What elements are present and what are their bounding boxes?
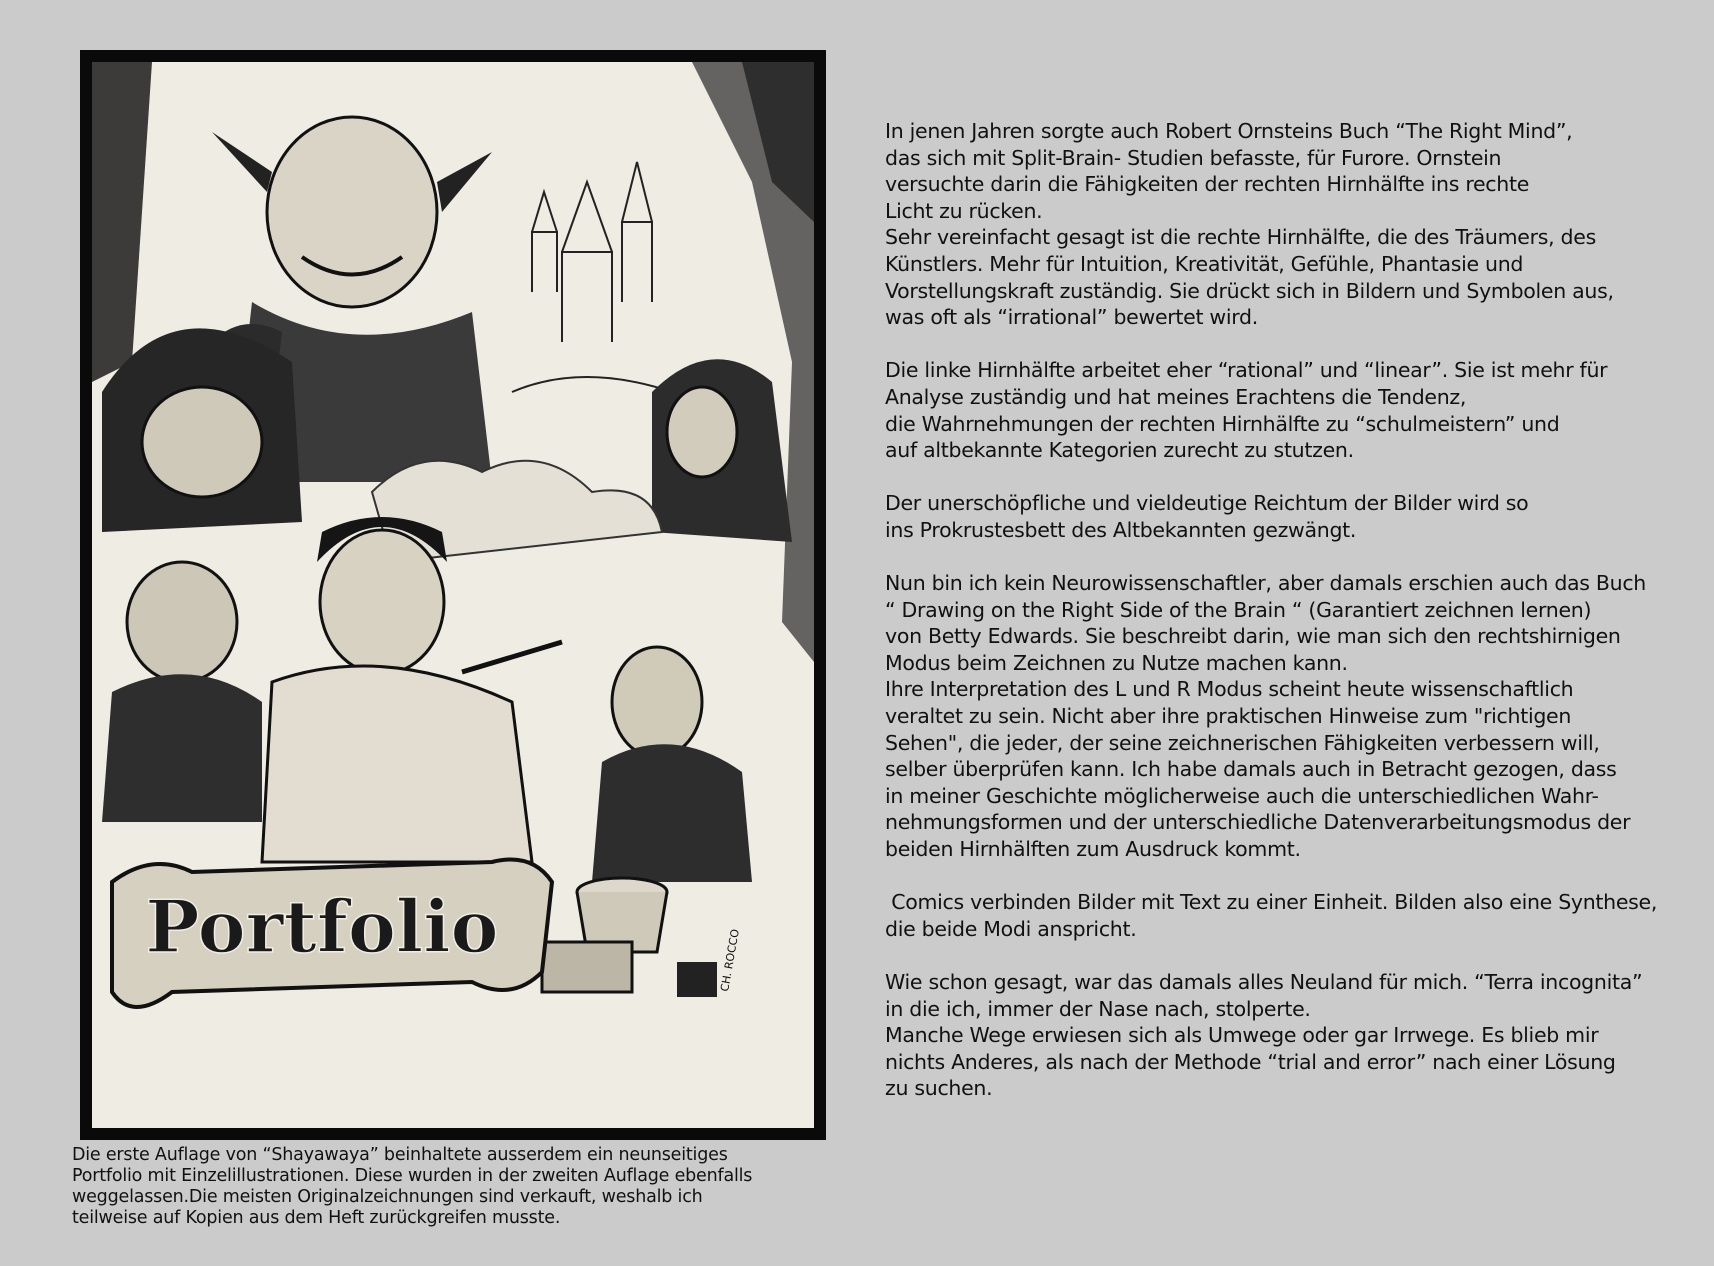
portfolio-lettering: Portfolio — [145, 884, 499, 969]
text-line: selber überprüfen kann. Ich habe damals auch in Betracht gezogen, dass — [885, 757, 1617, 782]
paragraph-left-brain — [885, 357, 1685, 463]
text-line: in meiner Geschichte möglicherweise auch die unterschiedlichen Wahr- — [885, 783, 1599, 808]
text-line: von Betty Edwards. Sie beschreibt darin, wie man sich den rechtshirnigen — [885, 624, 1621, 649]
text-line: in die ich, immer der Nase nach, stolperte. — [885, 996, 1311, 1021]
illustration-drawing — [92, 62, 814, 1128]
hooded-figure-left — [102, 328, 302, 532]
text-line: Der unerschöpfliche und vieldeutige Reichtum der Bilder wird so — [885, 491, 1529, 516]
text-line: zu suchen. — [885, 1076, 993, 1101]
caption-line: weggelassen.Die meisten Originalzeichnungen sind verkauft, weshalb ich — [72, 1187, 703, 1207]
text-line: veraltet zu sein. Nicht aber ihre praktischen Hinweise zum "richtigen — [885, 704, 1572, 729]
portfolio-illustration — [80, 50, 826, 1140]
text-line: was oft als “irrational” bewertet wird. — [885, 305, 1258, 330]
text-line: In jenen Jahren sorgte auch Robert Ornsteins Buch “The Right Mind”, — [885, 119, 1573, 143]
text-line: Künstlers. Mehr für Intuition, Kreativität, Gefühle, Phantasie und — [885, 251, 1524, 276]
text-line: Die linke Hirnhälfte arbeitet eher “rational” und “linear”. Sie ist mehr für — [885, 358, 1608, 383]
text-line: die beide Modi anspricht. — [885, 916, 1137, 941]
text-line: nichts Anderes, als nach der Methode “trial and error” nach einer Lösung — [885, 1049, 1616, 1074]
title-banner — [112, 860, 552, 1008]
paragraph-terra-incognita — [885, 969, 1685, 1102]
text-line: “ Drawing on the Right Side of the Brain “ (Garantiert zeichnen lernen) — [885, 597, 1592, 622]
text-line: Analyse zuständig und hat meines Erachtens die Tendenz, — [885, 384, 1467, 409]
caption-line: teilweise auf Kopien aus dem Heft zurückgreifen musste. — [72, 1208, 561, 1228]
text-line: Vorstellungskraft zuständig. Sie drückt sich in Bildern und Symbolen aus, — [885, 278, 1614, 303]
text-line: Sehen", die jeder, der seine zeichnerischen Fähigkeiten verbessern will, — [885, 730, 1600, 755]
paragraph-richness — [885, 490, 1685, 543]
text-line: die Wahrnehmungen der rechten Hirnhälfte zu “schulmeistern” und — [885, 411, 1560, 436]
text-line: Ihre Interpretation des L und R Modus scheint heute wissenschaftlich — [885, 677, 1574, 702]
artist-signature: CH. ROCCO — [718, 928, 742, 993]
text-line: Modus beim Zeichnen zu Nutze machen kann. — [885, 650, 1348, 675]
text-line: Comics verbinden Bilder mit Text zu einer Einheit. Bilden also eine Synthese, — [885, 890, 1658, 915]
illustration-caption — [72, 1145, 812, 1229]
text-line: Licht zu rücken. — [885, 198, 1043, 223]
text-line: nehmungsformen und der unterschiedliche Datenverarbeitungsmodus der — [885, 810, 1631, 835]
text-line: auf altbekannte Kategorien zurecht zu stutzen. — [885, 438, 1354, 463]
caption-line: Portfolio mit Einzelillustrationen. Diese wurden in der zweiten Auflage ebenfalls — [72, 1166, 753, 1186]
text-line: Nun bin ich kein Neurowissenschaftler, aber damals erschien auch das Buch — [885, 571, 1647, 596]
text-line: Sehr vereinfacht gesagt ist die rechte Hirnhälfte, die des Träumers, des — [885, 225, 1596, 250]
caption-line: Die erste Auflage von “Shayawaya” beinhaltete ausserdem ein neunseitiges — [72, 1145, 728, 1165]
goblin-figure-right — [652, 359, 792, 542]
text-line: Manche Wege erwiesen sich als Umwege oder gar Irrwege. Es blieb mir — [885, 1023, 1599, 1048]
text-line: versuchte darin die Fähigkeiten der rechten Hirnhälfte ins rechte — [885, 172, 1530, 197]
paragraph-comics — [885, 889, 1685, 942]
text-line: das sich mit Split-Brain- Studien befasste, für Furore. Ornstein — [885, 145, 1502, 170]
text-line: ins Prokrustesbett des Altbekannten gezwängt. — [885, 517, 1357, 542]
illustration-paper — [92, 62, 814, 1128]
text-line: beiden Hirnhälften zum Ausdruck kommt. — [885, 837, 1301, 862]
paragraph-right-mind — [885, 118, 1685, 331]
article-text — [885, 118, 1685, 1129]
paragraph-drawing-book — [885, 570, 1685, 863]
text-line: Wie schon gesagt, war das damals alles Neuland für mich. “Terra incognita” — [885, 970, 1643, 994]
